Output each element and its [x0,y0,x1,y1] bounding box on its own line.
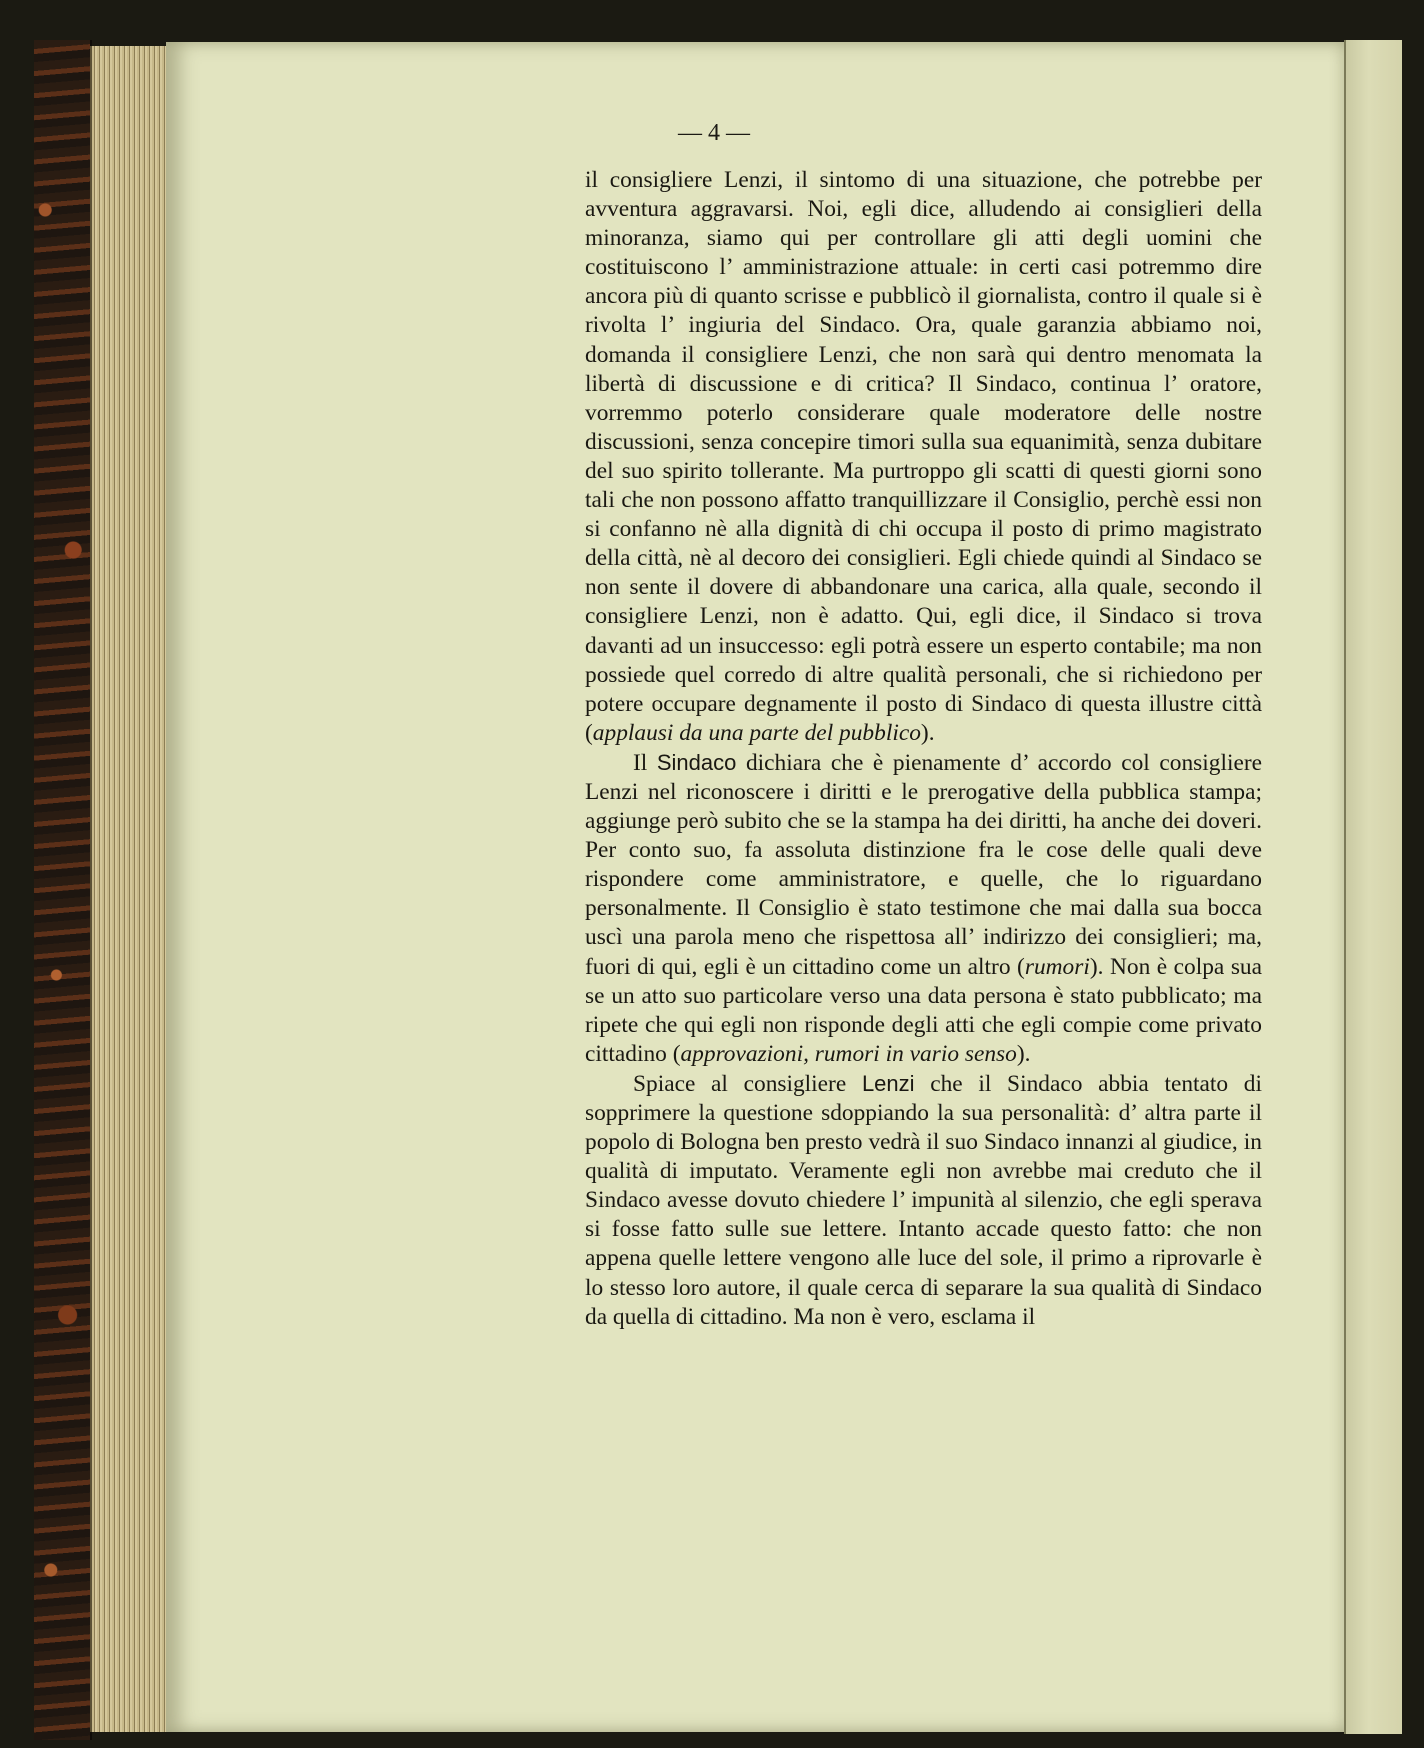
facing-page-edge [1344,40,1402,1734]
page-number: — 4 — [678,120,750,146]
paragraph [585,748,1262,1069]
text-segment: ). [1016,1040,1031,1067]
italic-annotation: approvazioni, rumori in vario senso [680,1040,1017,1067]
text-segment: il consigliere Lenzi, il sintomo di una situazione, che potrebbe per avventura aggravarsi. Noi, egli dice, alludendo ai consiglieri della minoranza, siamo qui per controllare gli atti degli uomini che costituiscono l’ amministrazione attuale: in certi casi potremmo dire ancora più di quanto scrisse e pubblicò il giornalista, contro il quale si è rivolta l’ ingiuria del Sindaco. Ora, quale garanzia abbiamo noi, domanda il consigliere Lenzi, che non sarà qui dentro menomata la libertà di discussione e di critica? Il Sindaco, continua l’ oratore, vorremmo poterlo considerare quale moderatore delle nostre discussioni, senza concepire timori sulla sua equanimità, senza dubitare del suo spirito tollerante. Ma purtroppo gli scatti di questi giorni sono tali che non possono affatto tranquillizzare il Consiglio, perchè essi non si confanno nè alla dignità di chi occupa il posto di primo magistrato della città, nè al decoro dei consiglieri. Egli chiede quindi al Sindaco se non sente il dovere di abbandonare una carica, alla quale, secondo il consigliere Lenzi, non è adatto. Qui, egli dice, il Sindaco si trova davanti ad un insuccesso: egli potrà essere un esperto contabile; ma non possiede quel corredo di altre qualità personali, che si richiedono per potere occupare degnamente il posto di Sindaco di questa illustre città ( [585,167,1262,746]
paragraph [585,1069,1262,1332]
paragraph [585,166,1262,748]
page-stack-edges [90,46,170,1732]
italic-annotation: rumori [1024,953,1090,980]
text-segment: Il [633,749,657,776]
text-segment: che il Sindaco abbia tentato di sopprimere la questione sdoppiando la sua personalità: d’ altra parte il popolo di Bologna ben presto vedrà il suo Sindaco innanzi al giudice, in qualità di imputato. Veramente egli non avrebbe mai creduto che il Sindaco avesse dovuto chiedere l’ impunità al silenzio, che egli sperava si fosse fatto sulle sue lettere. Intanto accade questo fatto: che non appena quelle lettere vengono alle luce del sole, il primo a riprovarle è lo stesso loro autore, il quale cerca di separare la sua qualità di Sindaco da quella di cittadino. Ma non è vero, esclama il [585,1070,1262,1330]
text-segment: Spiace al consigliere [633,1070,862,1097]
speaker-name: Lenzi [861,1070,915,1096]
speaker-name: Sindaco [656,749,737,775]
italic-annotation: applausi da una parte del pubblico [592,719,921,746]
text-segment: ). [920,719,935,746]
text-segment: dichiara che è pienamente d’ accordo col consigliere Lenzi nel riconoscere i diritti e le prerogative della pubblica stampa; aggiunge però subito che se la stampa ha dei diritti, ha anche dei doveri. Per conto suo, fa assoluta distinzione fra le cose delle quali deve rispondere come amministratore, e quelle, che lo riguardano personalmente. Il Consiglio è stato testimone che mai dalla sua bocca uscì una parola meno che rispettosa all’ indirizzo dei consiglieri; ma, fuori di qui, egli è un cittadino come un altro ( [585,749,1262,980]
marbled-cover-edge [34,40,92,1740]
text-segment: ). Non è colpa sua se un atto suo particolare verso una data persona è stato pubblicato; ma ripete che qui egli non risponde degli atti che egli compie come privato cittadino ( [585,953,1262,1067]
body-text [585,166,1262,1332]
